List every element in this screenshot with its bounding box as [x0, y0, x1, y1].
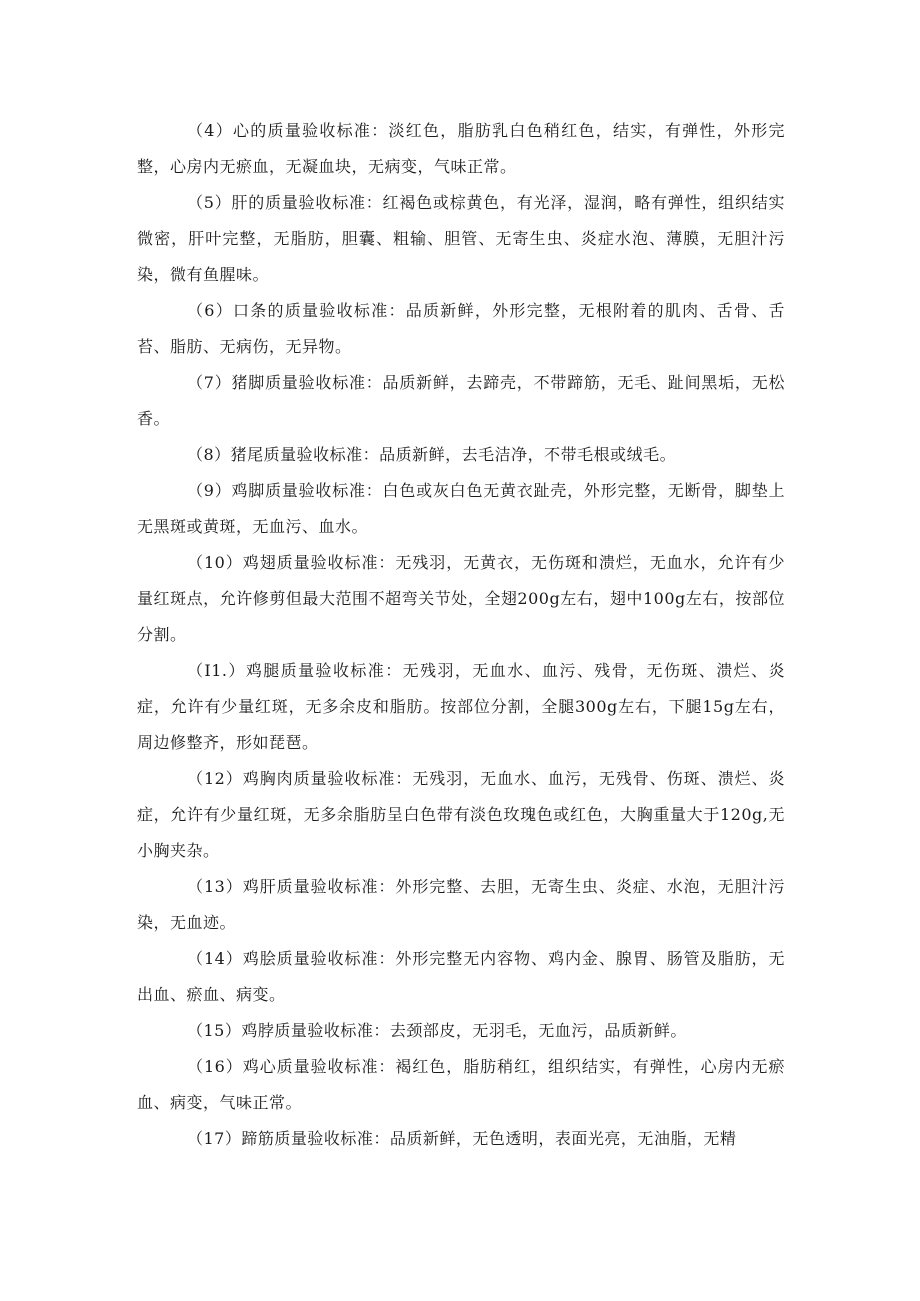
paragraph-heart: （4）心的质量验收标准：淡红色，脂肪乳白色稍红色，结实，有弹性，外形完整，心房内无瘀血，无凝血块，无病变，气味正常。: [137, 121, 785, 176]
paragraph-pig-tail: （8）猪尾质量验收标准：品质新鲜，去毛洁净，不带毛根或绒毛。: [187, 445, 677, 464]
paragraph-chicken-breast: （12）鸡胸肉质量验收标准：无残羽，无血水、血污，无残骨、伤斑、溃烂、炎症，允许有少量红斑，无多余脂肪呈白色带有淡色玫瑰色或红色，大胸重量大于120g,无小胸夹杂。: [137, 769, 785, 860]
paragraph-pig-feet: （7）猪脚质量验收标准：品质新鲜，去蹄壳，不带蹄筋，无毛、趾间黑垢，无松香。: [137, 373, 785, 428]
paragraph-chicken-heart: （16）鸡心质量验收标准：褐红色，脂肪稍红，组织结实，有弹性，心房内无瘀血、病变，气味正常。: [137, 1057, 785, 1112]
paragraph-chicken-gizzard: （14）鸡脍质量验收标准：外形完整无内容物、鸡内金、腺胃、肠管及脂肪，无出血、瘀血、病变。: [137, 949, 785, 1004]
paragraph-chicken-liver: （13）鸡肝质量验收标准：外形完整、去胆，无寄生虫、炎症、水泡，无胆汁污染，无血迹。: [137, 877, 785, 932]
paragraph-chicken-leg: （I1.）鸡腿质量验收标准：无残羽，无血水、血污、残骨，无伤斑、溃烂、炎症，允许有少量红斑，无多余皮和脂肪。按部位分割，全腿300g左右，下腿15g左右，周边修整齐，形如琵琶。: [137, 661, 785, 752]
document-body: [137, 113, 785, 1157]
paragraph-chicken-wing: （10）鸡翅质量验收标准：无残羽，无黄衣，无伤斑和溃烂，无血水，允许有少量红斑点，允许修剪但最大范围不超弯关节处，全翅200g左右，翅中100g左右，按部位分割。: [137, 553, 785, 644]
paragraph-chicken-neck: （15）鸡脖质量验收标准：去颈部皮，无羽毛，无血污，品质新鲜。: [187, 1021, 687, 1040]
paragraph-liver: （5）肝的质量验收标准：红褐色或棕黄色，有光泽，湿润，略有弹性，组织结实微密，肝叶完整，无脂肪，胆囊、粗输、胆管、无寄生虫、炎症水泡、薄膜，无胆汁污染，微有鱼腥味。: [137, 193, 785, 284]
paragraph-chicken-feet: （9）鸡脚质量验收标准：白色或灰白色无黄衣趾壳，外形完整，无断骨，脚垫上无黑斑或黄斑，无血污、血水。: [137, 481, 785, 536]
paragraph-tongue: （6）口条的质量验收标准：品质新鲜，外形完整，无根附着的肌肉、舌骨、舌苔、脂肪、无病伤，无异物。: [137, 301, 785, 356]
paragraph-tendon: （17）蹄筋质量验收标准：品质新鲜，无色透明，表面光亮，无油脂，无精: [187, 1129, 737, 1148]
